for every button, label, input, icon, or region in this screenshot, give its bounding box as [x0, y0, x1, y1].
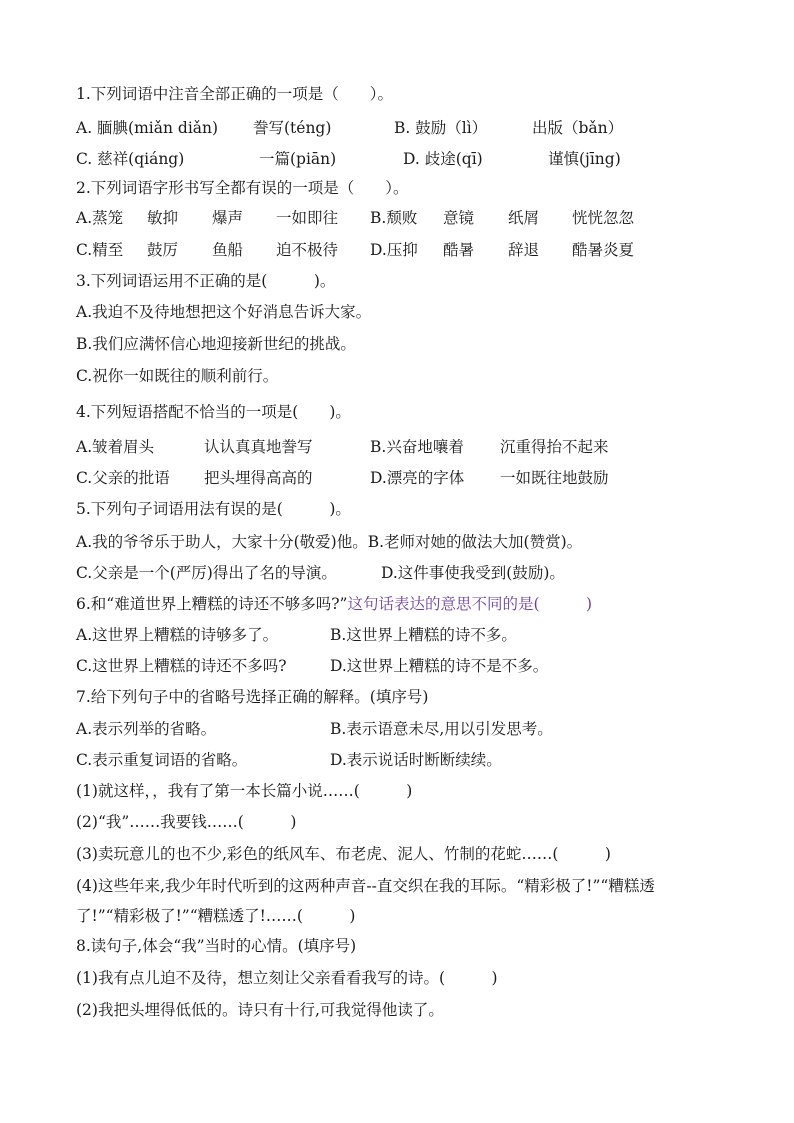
q1-option-a2: 誊写(téng)	[253, 119, 332, 137]
q3-option-b: B.我们应满怀信心地迎接新世纪的挑战。	[76, 335, 356, 353]
q6-options-row1	[76, 625, 726, 645]
q2-word: 意镜	[443, 209, 475, 227]
q5-option-d: D.这件事使我受到(鼓励)。	[381, 564, 565, 582]
q2-word: 鱼船	[212, 241, 244, 259]
q7-sentence-2: (2)“我”……我要钱……( )	[76, 813, 297, 831]
q4-option: 认认真真地誊写	[204, 438, 313, 456]
q7-option-b: B.表示语意未尽,用以引发思考。	[330, 720, 553, 738]
q2-word: 爆声	[212, 209, 244, 227]
q2-word: 恍恍忽忽	[572, 209, 635, 227]
q3-stem: 3.下列词语运用不正确的是( )。	[76, 272, 336, 290]
q7-option-a: A.表示列举的省略。	[76, 720, 217, 738]
q7-sentence-4-cont: 了!”“精彩极了!”“糟糕透了!……( )	[76, 907, 356, 925]
q6-stem	[76, 594, 592, 614]
q5-options-row1: A.我的爷爷乐于助人，大家十分(敬爱)他。B.老师对她的做法大加(赞赏)。	[76, 533, 583, 551]
q7-options-row2	[76, 750, 726, 770]
q4-option: 沉重得抬不起来	[500, 438, 609, 456]
q2-word: B.颓败	[370, 209, 418, 227]
q2-word: A.蒸笼	[76, 209, 124, 227]
q2-options-row1	[76, 208, 726, 228]
q2-word: C.精至	[76, 241, 124, 259]
q2-options-row2	[76, 240, 726, 260]
q5-stem: 5.下列句子词语用法有误的是( )。	[76, 500, 351, 518]
q7-options-row1	[76, 719, 726, 739]
q2-word: 酷暑	[443, 241, 475, 259]
q2-word: D.压抑	[370, 241, 418, 259]
q7-option-c: C.表示重复词语的省略。	[76, 751, 248, 769]
q8-stem: 8.读句子,体会“我”当时的心情。(填序号)	[76, 937, 357, 955]
q7-sentence-1: (1)就这样，，我有了第一本长篇小说……( )	[76, 782, 413, 800]
q4-option: 把头埋得高高的	[204, 469, 313, 487]
q4-option: C.父亲的批语	[76, 469, 170, 487]
q2-stem: 2.下列词语字形书写全都有误的一项是（ ）。	[76, 179, 409, 197]
q4-stem: 4.下列短语搭配不恰当的一项是( )。	[76, 403, 351, 421]
q7-sentence-3: (3)卖玩意儿的也不少,彩色的纸风车、布老虎、泥人、竹制的花蛇……( )	[76, 845, 611, 863]
q6-option-c: C.这世界上糟糕的诗还不多吗?	[76, 657, 287, 675]
q6-option-d: D.这世界上糟糕的诗不是不多。	[330, 657, 549, 675]
q5-option-c: C.父亲是一个(严厉)得出了名的导演。	[76, 564, 337, 582]
q5-options-row2	[76, 563, 726, 583]
q2-word: 敏抑	[147, 209, 179, 227]
q2-word: 鼓厉	[147, 241, 179, 259]
q6-stem-highlight: 这句话表达的意思不同的是( )	[347, 595, 593, 613]
q1-option-c: C. 慈祥(qiáng)	[76, 150, 185, 168]
q3-option-c: C.祝你一如既往的顺利前行。	[76, 367, 279, 385]
q4-options-row1	[76, 437, 726, 457]
q2-word: 辞退	[508, 241, 540, 259]
q7-stem: 7.给下列句子中的省略号选择正确的解释。(填序号)	[76, 688, 429, 706]
q2-word: 一如即往	[276, 209, 339, 227]
q4-option: D.漂亮的字体	[370, 469, 465, 487]
q7-sentence-4: (4)这些年来,我少年时代听到的这两种声音--直交织在我的耳际。“精彩极了!”“糟糕透	[76, 877, 655, 895]
q1-option-c2: 一篇(piān)	[259, 150, 337, 168]
q8-sentence-1: (1)我有点儿迫不及待，想立刻让父亲看看我写的诗。( )	[76, 969, 498, 987]
q6-option-b: B.这世界上糟糕的诗不多。	[330, 626, 517, 644]
q1-options-row1	[76, 118, 726, 138]
q1-option-d2: 谨慎(jīng)	[548, 150, 621, 168]
q4-option: A.皱着眉头	[76, 438, 155, 456]
q6-option-a: A.这世界上糟糕的诗够多了。	[76, 626, 279, 644]
q1-option-d: D. 歧途(qī)	[403, 150, 483, 168]
q1-option-b: B. 鼓励（lì）	[394, 119, 488, 137]
q3-option-a: A.我迫不及待地想把这个好消息告诉大家。	[76, 303, 372, 321]
q6-options-row2	[76, 656, 726, 676]
q2-word: 酷暑炎夏	[572, 241, 635, 259]
q4-option: B.兴奋地嚷着	[370, 438, 464, 456]
q1-option-a: A. 腼腆(miǎn diǎn)	[76, 119, 219, 137]
q4-options-row2	[76, 468, 726, 488]
q4-option: 一如既往地鼓励	[500, 469, 609, 487]
q6-stem-quote: 6.和“难道世界上糟糕的诗还不够多吗?”	[76, 595, 348, 613]
q1-options-row2	[76, 149, 726, 169]
q7-option-d: D.表示说话时断断续续。	[330, 751, 502, 769]
q2-word: 迫不极待	[276, 241, 339, 259]
q1-stem: 1.下列词语中注音全部正确的一项是（ ）。	[76, 85, 394, 103]
q1-option-b2: 出版（bǎn）	[532, 119, 624, 137]
q2-word: 纸屑	[508, 209, 540, 227]
q8-sentence-2: (2)我把头埋得低低的。诗只有十行,可我觉得他读了。	[76, 1001, 444, 1019]
